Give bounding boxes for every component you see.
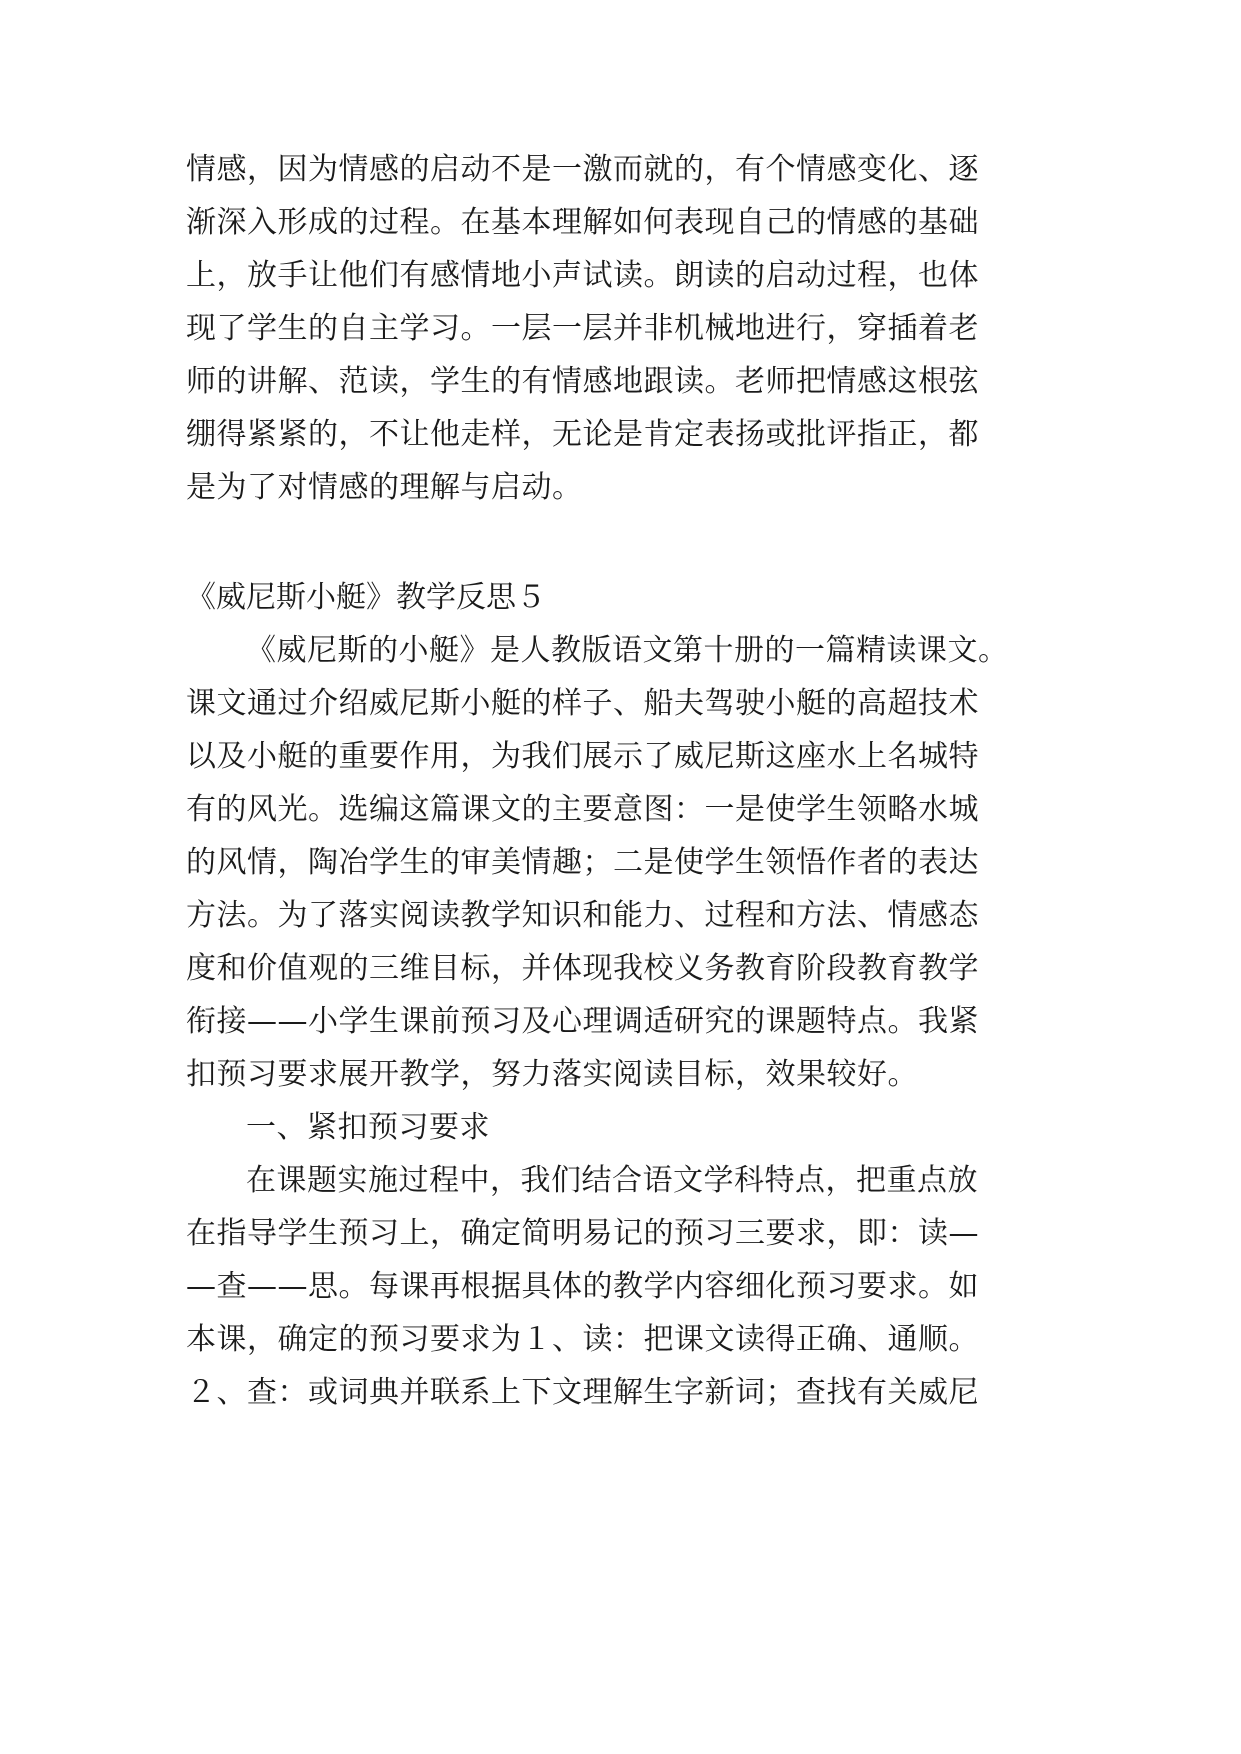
- text-line: 扣预习要求展开教学，努力落实阅读目标，效果较好。: [186, 1057, 918, 1092]
- text-line: ２、查：或词典并联系上下文理解生字新词；查找有关威尼: [186, 1375, 979, 1410]
- text-line: 《威尼斯的小艇》是人教版语文第十册的一篇精读课文。: [246, 633, 1009, 668]
- text-line: 渐深入形成的过程。在基本理解如何表现自己的情感的基础: [186, 205, 979, 240]
- text-line: 情感，因为情感的启动不是一激而就的，有个情感变化、逐: [186, 152, 979, 187]
- text-line: 课文通过介绍威尼斯小艇的样子、船夫驾驶小艇的高超技术: [186, 686, 979, 721]
- text-line: 在指导学生预习上，确定简明易记的预习三要求，即：读—: [186, 1216, 979, 1251]
- text-line: 现了学生的自主学习。一层一层并非机械地进行，穿插着老: [186, 311, 979, 346]
- text-line: 以及小艇的重要作用，为我们展示了威尼斯这座水上名城特: [186, 739, 979, 774]
- section-title: 《威尼斯小艇》教学反思５: [186, 580, 546, 615]
- text-line: 方法。为了落实阅读教学知识和能力、过程和方法、情感态: [186, 898, 979, 933]
- text-line: 上，放手让他们有感情地小声试读。朗读的启动过程，也体: [186, 258, 979, 293]
- text-line: 是为了对情感的理解与启动。: [186, 470, 583, 505]
- text-line: 本课，确定的预习要求为１、读：把课文读得正确、通顺。: [186, 1322, 979, 1357]
- text-line: 有的风光。选编这篇课文的主要意图：一是使学生领略水城: [186, 792, 979, 827]
- text-line: 绷得紧紧的，不让他走样，无论是肯定表扬或批评指正，都: [186, 417, 979, 452]
- text-line: 师的讲解、范读，学生的有情感地跟读。老师把情感这根弦: [186, 364, 979, 399]
- text-line: 的风情，陶冶学生的审美情趣；二是使学生领悟作者的表达: [186, 845, 979, 880]
- text-line: 在课题实施过程中，我们结合语文学科特点，把重点放: [246, 1163, 978, 1198]
- text-line: —查——思。每课再根据具体的教学内容细化预习要求。如: [186, 1269, 979, 1304]
- sub-heading: 一、紧扣预习要求: [246, 1110, 490, 1145]
- text-line: 衔接——小学生课前预习及心理调适研究的课题特点。我紧: [186, 1004, 979, 1039]
- text-line: 度和价值观的三维目标，并体现我校义务教育阶段教育教学: [186, 951, 979, 986]
